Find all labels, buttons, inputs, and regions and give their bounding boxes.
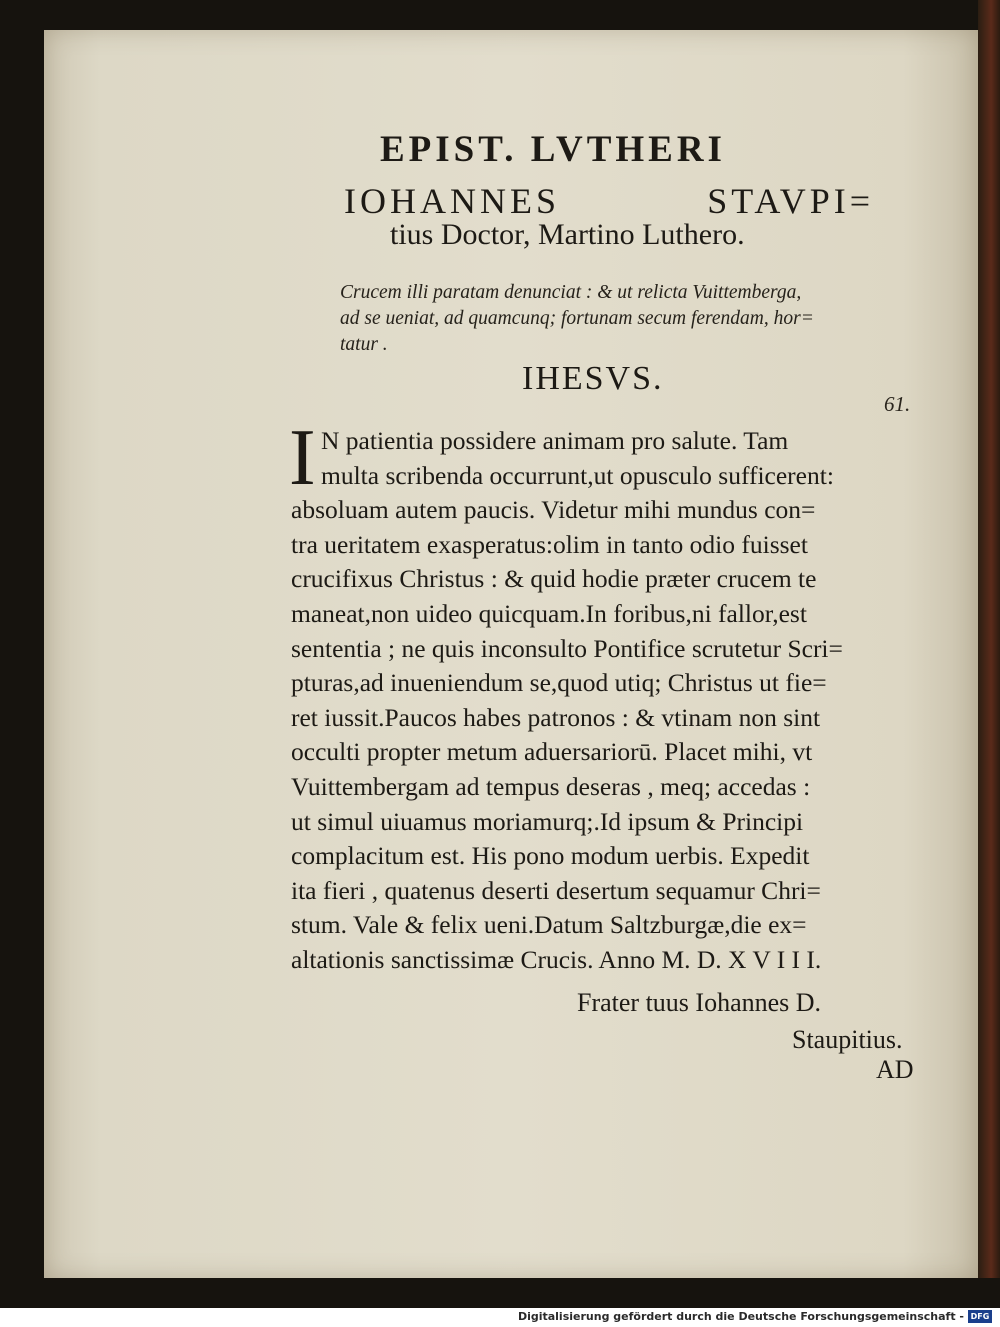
- body-line: tra ueritatem exasperatus:olim in tanto odio fuisset: [291, 529, 808, 559]
- summary-line: ad se ueniat, ad quamcunq; fortunam secum ferendam, hor=: [340, 308, 814, 329]
- letter-body: [289, 414, 931, 978]
- drop-cap: I: [289, 414, 316, 502]
- body-line: pturas,ad inueniendum se,quod utiq; Christus ut fie=: [291, 668, 827, 698]
- catchword: AD: [876, 1055, 914, 1084]
- summary-line: Crucem illi paratam denunciat : & ut relicta Vuittemberga,: [340, 282, 802, 303]
- body-line: crucifixus Christus : & quid hodie præter crucem te: [291, 564, 817, 594]
- body-line: stum. Vale & felix ueni.Datum Saltzburgæ,die ex=: [291, 910, 807, 940]
- letter-title-continued: tius Doctor, Martino Luthero.: [390, 218, 745, 251]
- body-line: Vuittembergam ad tempus deseras , meq; accedas :: [291, 771, 811, 801]
- letter-summary: [340, 280, 880, 358]
- signature-name: Staupitius.: [792, 1025, 903, 1054]
- title-author-first: IOHANNES: [344, 181, 560, 221]
- body-line: ut simul uiuamus moriamurq;.Id ipsum & Principi: [291, 806, 804, 836]
- body-line: multa scribenda occurrunt,ut opusculo sufficerent:: [321, 460, 834, 490]
- dfg-logo: DFG: [968, 1310, 992, 1323]
- body-line: complacitum est. His pono modum uerbis. Expedit: [291, 841, 810, 871]
- funding-notice: Digitalisierung gefördert durch die Deutsche Forschungsgemeinschaft -: [517, 1310, 964, 1323]
- body-line: N patientia possidere animam pro salute. Tam: [321, 426, 789, 455]
- book-edge: [978, 0, 1000, 1278]
- body-line: occulti propter metum aduersariorū. Placet mihi, vt: [291, 737, 813, 767]
- body-line: altationis sanctissimæ Crucis. Anno M. D. X V I I I.: [291, 944, 822, 974]
- running-head: EPIST. LVTHERI: [380, 129, 726, 170]
- letter-title: [344, 180, 874, 222]
- body-line: ita fieri , quatenus deserti desertum sequamur Chri=: [291, 875, 821, 905]
- body-line: ret iussit.Paucos habes patronos : & vtinam non sint: [291, 702, 821, 732]
- body-line: sententia ; ne quis inconsulto Pontifice scrutetur Scri=: [291, 633, 843, 663]
- signature-line: Frater tuus Iohannes D.: [577, 988, 822, 1017]
- body-line: absoluam autem paucis. Videtur mihi mundus con=: [291, 495, 816, 525]
- body-line: maneat,non uideo quicquam.In foribus,ni fallor,est: [291, 598, 807, 628]
- title-author-last: STAVPI=: [707, 181, 874, 221]
- invocation-heading: IHESVS.: [522, 360, 664, 397]
- folio-number: 61.: [884, 392, 911, 416]
- footer-bar: [0, 1308, 1000, 1327]
- summary-line: tatur .: [340, 334, 388, 355]
